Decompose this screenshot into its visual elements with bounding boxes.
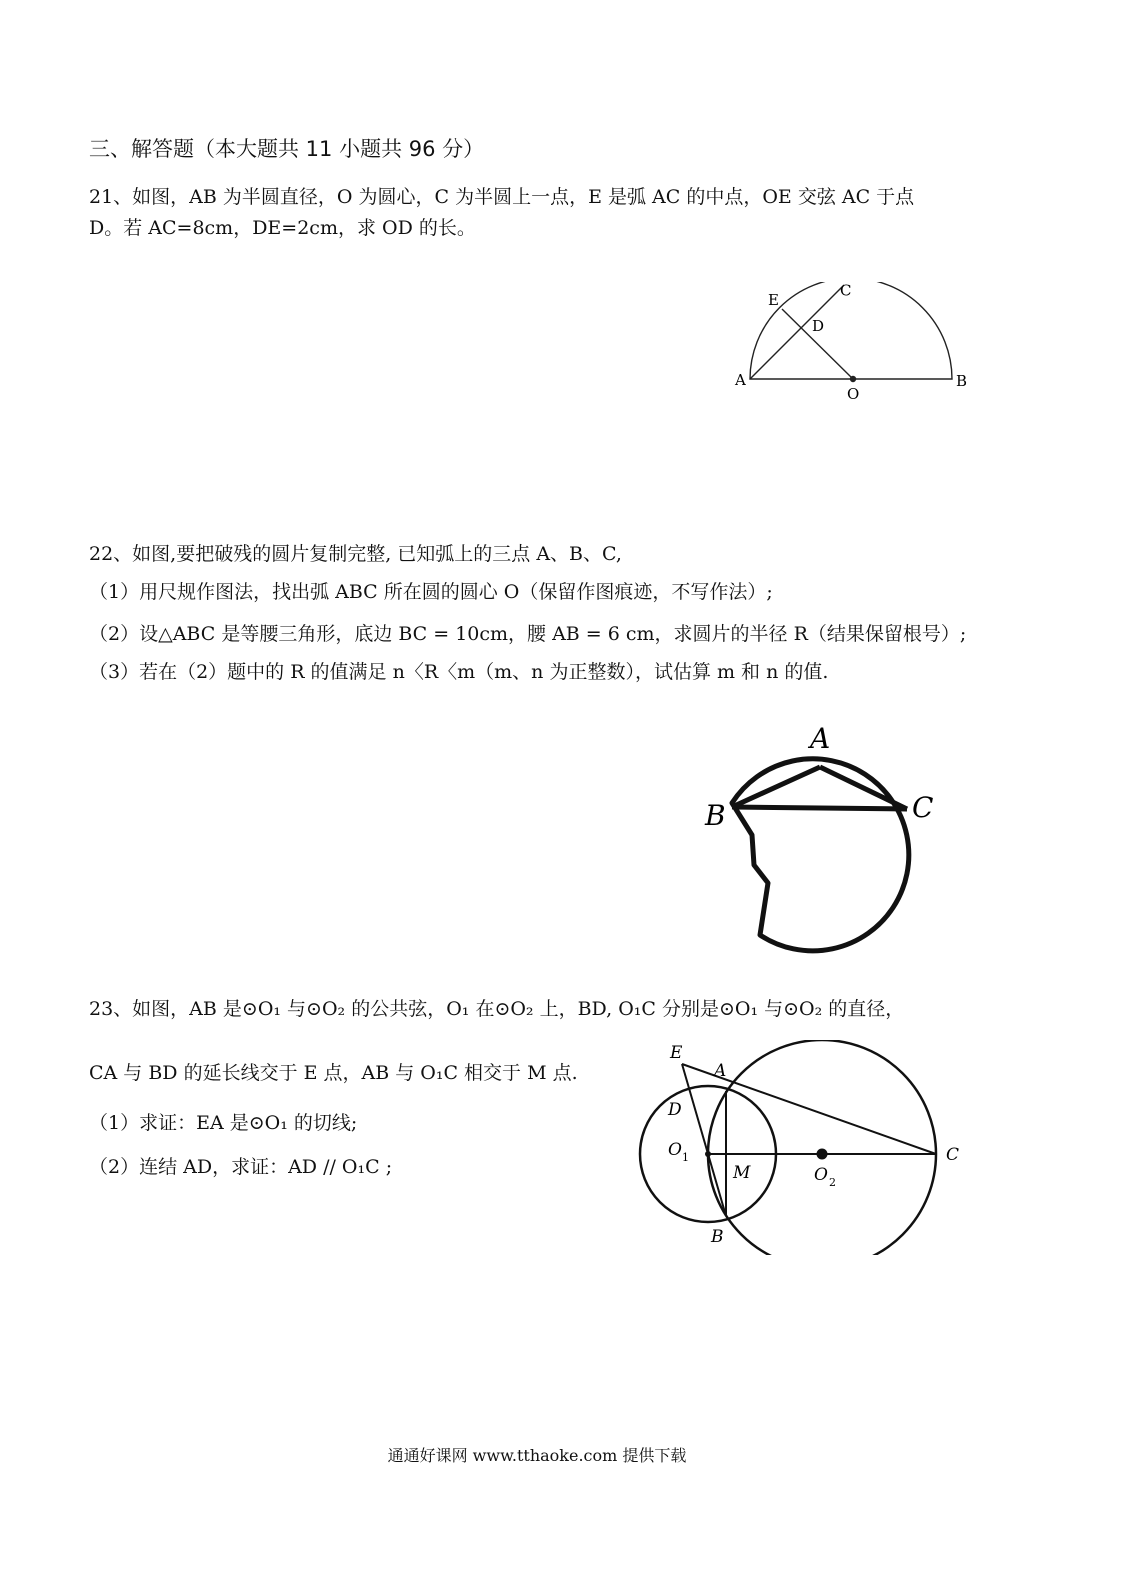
q22-text-line4: （3）若在（2）题中的 R 的值满足 n〈R〈m（m、n 为正整数），试估算 m 和 n 的值. [89,661,829,683]
center-point-o [850,376,856,382]
q22-text-line2: （1）用尺规作图法，找出弧 ABC 所在圆的圆心 O（保留作图痕迹，不写作法）; [89,581,773,603]
label-d: D [668,1100,682,1120]
label-b: B [711,1227,724,1247]
section-title: 三、解答题（本大题共 11 小题共 96 分） [89,137,485,161]
q23-text-line4: （2）连结 AD，求证：AD // O₁C ; [89,1156,393,1178]
label-a: A [735,371,746,389]
label-b: B [956,372,968,390]
label-c: C [946,1145,960,1165]
q23-two-circles-figure [630,1040,970,1255]
label-e: E [670,1043,683,1063]
q23-text-line2: CA 与 BD 的延长线交于 E 点，AB 与 O₁C 相交于 M 点. [89,1062,578,1084]
label-o2: O [814,1165,828,1185]
circle-o2 [708,1040,936,1255]
q23-text-line3: （1）求证：EA 是⊙O₁ 的切线; [89,1112,358,1134]
label-o2-subscript: 2 [829,1176,836,1189]
center-point-o2 [817,1149,828,1160]
chord-ac [750,285,844,379]
label-o1: O [668,1140,682,1160]
center-point-o1 [705,1151,711,1157]
label-c: C [840,282,852,300]
q21-semicircle-figure [725,282,985,407]
label-a: A [714,1061,727,1081]
label-a: A [810,722,831,755]
q23-text-line1: 23、如图，AB 是⊙O₁ 与⊙O₂ 的公共弦，O₁ 在⊙O₂ 上，BD, O₁C 分别是⊙O₁ 与⊙O₂ 的直径， [89,998,905,1020]
footer-text: 通通好课网 www.tthaoke.com 提供下载 [387,1446,687,1465]
label-b: B [705,799,726,832]
q22-text-line3: （2）设△ABC 是等腰三角形，底边 BC = 10cm，腰 AB = 6 cm，求圆片的半径 R（结果保留根号）; [89,623,967,645]
label-o: O [847,385,860,403]
label-d: D [812,317,825,335]
label-c: C [912,791,934,824]
q21-text-line2: D。若 AC=8cm，DE=2cm，求 OD 的长。 [89,217,476,239]
q22-text-line1: 22、如图,要把破残的圆片复制完整, 已知弧上的三点 A、B、C, [89,543,622,565]
label-o1-subscript: 1 [682,1151,689,1164]
chord-bc [732,807,907,809]
q21-text-line1: 21、如图，AB 为半圆直径，O 为圆心，C 为半圆上一点，E 是弧 AC 的中点，OE 交弦 AC 于点 [89,186,915,208]
q22-broken-disc-figure [690,715,960,965]
broken-disc-outline [732,759,909,951]
label-e: E [768,291,779,309]
label-m: M [733,1163,751,1183]
